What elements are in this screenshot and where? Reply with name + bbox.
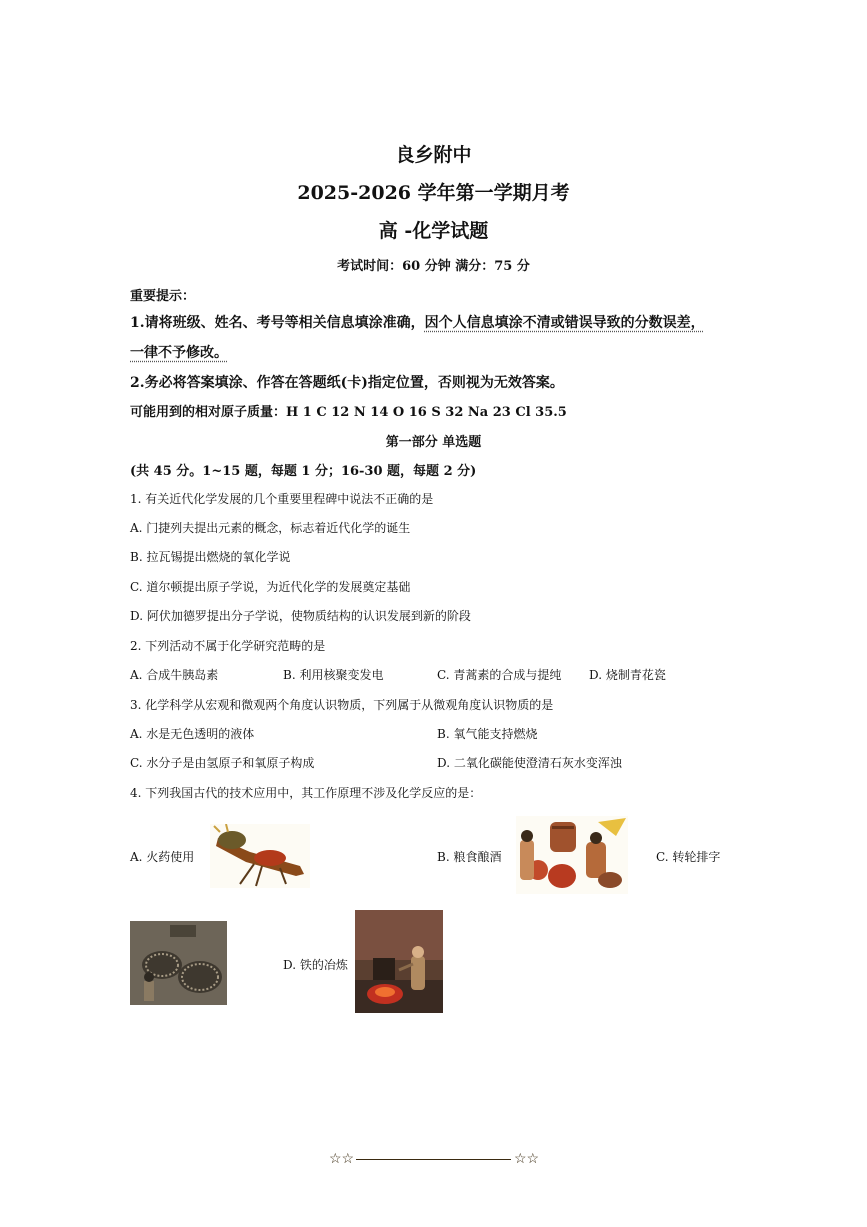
score-note: (共 45 分。1~15 题，每题 1 分；16-30 题，每题 2 分)	[130, 464, 477, 479]
page-footer-ornament	[0, 1151, 867, 1169]
q1-option-d: D. 阿伏加德罗提出分子学说，使物质结构的认识发展到新的阶段	[130, 609, 471, 623]
q2-option-c: C. 青蒿素的合成与提纯	[437, 668, 562, 682]
exam-info: 考试时间：60 分钟 满分：75 分	[337, 259, 530, 274]
movable-type-image	[130, 921, 227, 1005]
note-item-1-text-a: 1.请将班级、姓名、考号等相关信息填涂准确，	[130, 315, 425, 331]
q4-option-a: A. 火药使用	[130, 850, 195, 864]
q4-option-c: C. 转轮排字	[656, 850, 721, 864]
q1-option-a: A. 门捷列夫提出元素的概念，标志着近代化学的诞生	[130, 521, 411, 535]
q4-option-b: B. 粮食酿酒	[437, 850, 502, 864]
part-title: 第一部分 单选题	[385, 435, 482, 450]
gunpowder-image	[210, 824, 310, 888]
q1-option-c: C. 道尔顿提出原子学说，为近代化学的发展奠定基础	[130, 580, 411, 594]
q1-option-b: B. 拉瓦锡提出燃烧的氧化学说	[130, 550, 291, 564]
q3-option-c: C. 水分子是由氢原子和氧原子构成	[130, 756, 315, 770]
q1-stem: 1. 有关近代化学发展的几个重要里程碑中说法不正确的是	[130, 492, 434, 506]
exam-subject: 高 -化学试题	[378, 220, 489, 242]
q4-option-d: D. 铁的冶炼	[283, 958, 348, 972]
q3-option-d: D. 二氧化碳能使澄清石灰水变浑浊	[437, 756, 622, 770]
note-item-1-text-c: 一律不予修改。	[130, 345, 228, 361]
notes-heading: 重要提示：	[130, 289, 196, 304]
footer-divider-line	[356, 1159, 511, 1160]
q2-stem: 2. 下列活动不属于化学研究范畴的是	[130, 639, 326, 653]
q3-option-b: B. 氧气能支持燃烧	[437, 727, 538, 741]
q4-stem: 4. 下列我国古代的技术应用中，其工作原理不涉及化学反应的是：	[130, 786, 482, 800]
atomic-masses: 可能用到的相对原子质量：H 1 C 12 N 14 O 16 S 32 Na 23 Cl 35.5	[130, 405, 567, 420]
brewing-image	[516, 816, 628, 894]
q2-option-b: B. 利用核聚变发电	[283, 668, 384, 682]
note-item-2: 2.务必将答案填涂、作答在答题纸(卡)指定位置，否则视为无效答案。	[130, 375, 564, 391]
note-item-1	[130, 312, 705, 332]
q3-option-a: A. 水是无色透明的液体	[130, 727, 255, 741]
exam-term: 2025-2026 学年第一学期月考	[297, 182, 570, 204]
q2-option-a: A. 合成牛胰岛素	[130, 668, 219, 682]
q2-option-d: D. 烧制青花瓷	[589, 668, 666, 682]
iron-smelting-image	[355, 910, 443, 1013]
note-item-1-text-b: 因个人信息填涂不清或错误导致的分数误差，	[424, 315, 705, 331]
footer-stars-left: ☆☆	[329, 1151, 355, 1167]
footer-stars-right: ☆☆	[514, 1151, 540, 1167]
school-name: 良乡附中	[395, 144, 472, 166]
q3-stem: 3. 化学科学从宏观和微观两个角度认识物质，下列属于从微观角度认识物质的是	[130, 698, 554, 712]
